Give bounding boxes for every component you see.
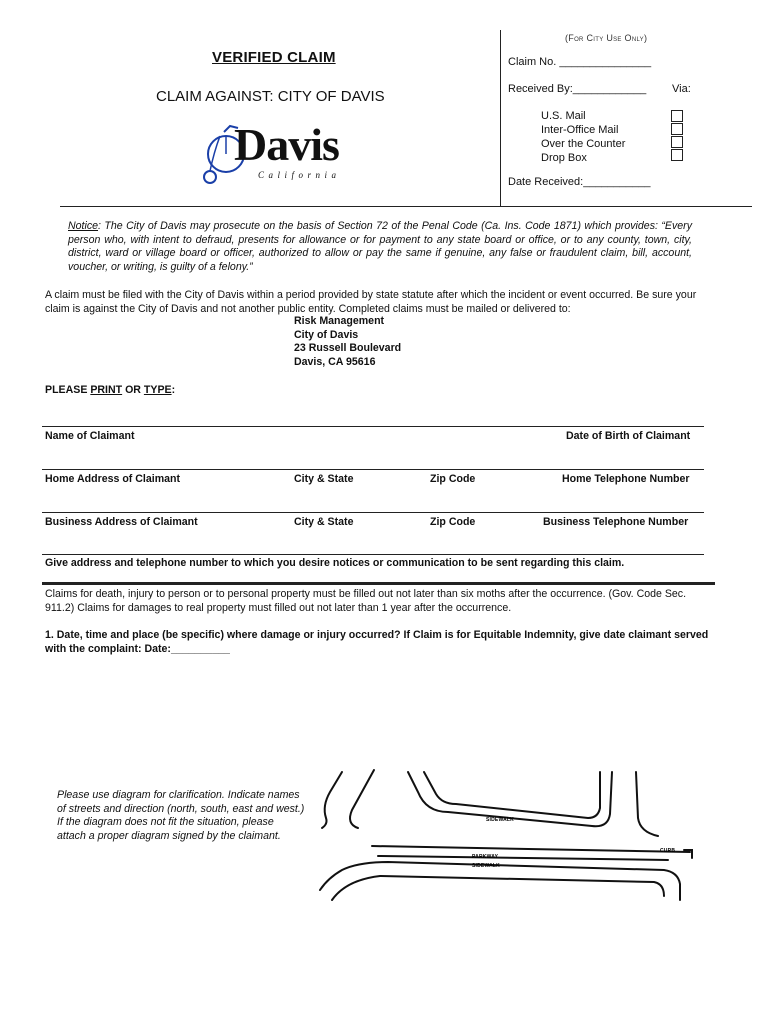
home-zip-label: Zip Code — [430, 473, 476, 485]
checkbox-us-mail[interactable] — [671, 110, 683, 122]
via-options — [541, 109, 625, 165]
notice-text: : The City of Davis may prosecute on the basis of Section 72 of the Penal Code (Ca. Ins. Code 1871) which provides: “Every person who, with intent to defraud, presents for allowance or for payment to any state board or office, or to any county, town, city, district, ward or village board or officer, authorized to allow or pay the same if genuine, any false or fraudulent claim, bill, account, voucher, or writing, is guilty of a felony.” — [68, 220, 692, 273]
print-or-type-instruction: PLEASE PRINT OR TYPE: — [45, 384, 176, 396]
street-edge — [636, 772, 658, 836]
parkway-edge — [378, 856, 668, 860]
checkbox-inter-office[interactable] — [671, 123, 683, 135]
parkway-label: PARKWAY — [472, 854, 499, 860]
form-subtitle: CLAIM AGAINST: CITY OF DAVIS — [156, 88, 385, 105]
name-label: Name of Claimant — [45, 430, 135, 442]
via-label: Via: — [672, 83, 691, 95]
block-edge — [424, 772, 600, 818]
notices-label: Give address and telephone number to which you desire notices or communication to be sent regarding this claim. — [45, 557, 625, 569]
parkway-edge — [372, 846, 690, 852]
address-line: Risk Management — [294, 315, 385, 327]
notice-lead: Notice — [68, 220, 99, 232]
street-edge — [332, 876, 664, 900]
street-edge — [350, 770, 374, 828]
curb-label: CURB — [660, 848, 676, 854]
logo-wordmark: Davis — [234, 119, 339, 170]
via-option-us-mail: U.S. Mail — [541, 110, 586, 122]
question-1: 1. Date, time and place (be specific) where damage or injury occurred? If Claim is for Equitable Indemnity, give date claimant served with the complaint: Date:__________ — [45, 629, 709, 655]
city-use-heading: (For City Use Only) — [565, 33, 648, 43]
logo-subtitle: California — [258, 170, 341, 180]
form-title: VERIFIED CLAIM — [212, 49, 336, 66]
via-option-counter: Over the Counter — [541, 138, 626, 150]
home-phone-label: Home Telephone Number — [562, 473, 690, 485]
business-city-label: City & State — [294, 516, 354, 528]
checkbox-drop-box[interactable] — [671, 149, 683, 161]
home-address-line[interactable] — [42, 469, 704, 470]
business-zip-label: Zip Code — [430, 516, 476, 528]
street-edge — [322, 772, 342, 828]
davis-logo — [200, 119, 350, 188]
filing-instructions: A claim must be filed with the City of Davis within a period provided by state statute after which the incident or event occurred. Be sure your claim is against the City of Davis and not another public entity. Completed claims must be mailed or delivered to: — [45, 289, 697, 315]
sidewalk-bottom-label: SIDEWALK — [472, 863, 500, 869]
street-diagram[interactable] — [318, 766, 698, 906]
business-address-line[interactable] — [42, 512, 704, 513]
address-line: City of Davis — [294, 328, 359, 341]
diagram-instructions: Please use diagram for clarification. Indicate names of streets and direction (north, south, east and west.) If the diagram does not fit the situation, please attach a proper diagram signed by the claimant. — [57, 789, 305, 842]
business-phone-label: Business Telephone Number — [543, 516, 689, 528]
address-line: 23 Russell Boulevard — [294, 342, 402, 354]
claim-no-field[interactable]: Claim No. _______________ — [508, 56, 652, 68]
received-by-field[interactable]: Received By:____________ — [508, 83, 647, 95]
mailing-address — [294, 315, 401, 369]
deadline-paragraph: Claims for death, injury to person or to personal property must be filled out not later than six moths after the occurrence. (Gov. Code Sec. 911.2) Claims for damages to real property must filled out not later than 1 year after the occurrence. — [45, 588, 687, 614]
date-received-field[interactable]: Date Received:___________ — [508, 176, 651, 188]
notices-line[interactable] — [42, 554, 704, 555]
header-divider — [60, 206, 752, 207]
via-option-drop-box: Drop Box — [541, 152, 587, 164]
business-address-label: Business Address of Claimant — [45, 516, 198, 528]
name-line[interactable] — [42, 426, 704, 427]
notice-paragraph — [68, 220, 692, 274]
dob-label: Date of Birth of Claimant — [566, 430, 691, 442]
checkbox-counter[interactable] — [671, 136, 683, 148]
via-option-inter-office: Inter-Office Mail — [541, 124, 619, 136]
address-line: Davis, CA 95616 — [294, 355, 376, 368]
sidewalk-top-label: SIDEWALK — [486, 817, 514, 823]
home-city-label: City & State — [294, 473, 354, 485]
section-divider-thick — [42, 582, 715, 585]
home-address-label: Home Address of Claimant — [45, 473, 180, 485]
